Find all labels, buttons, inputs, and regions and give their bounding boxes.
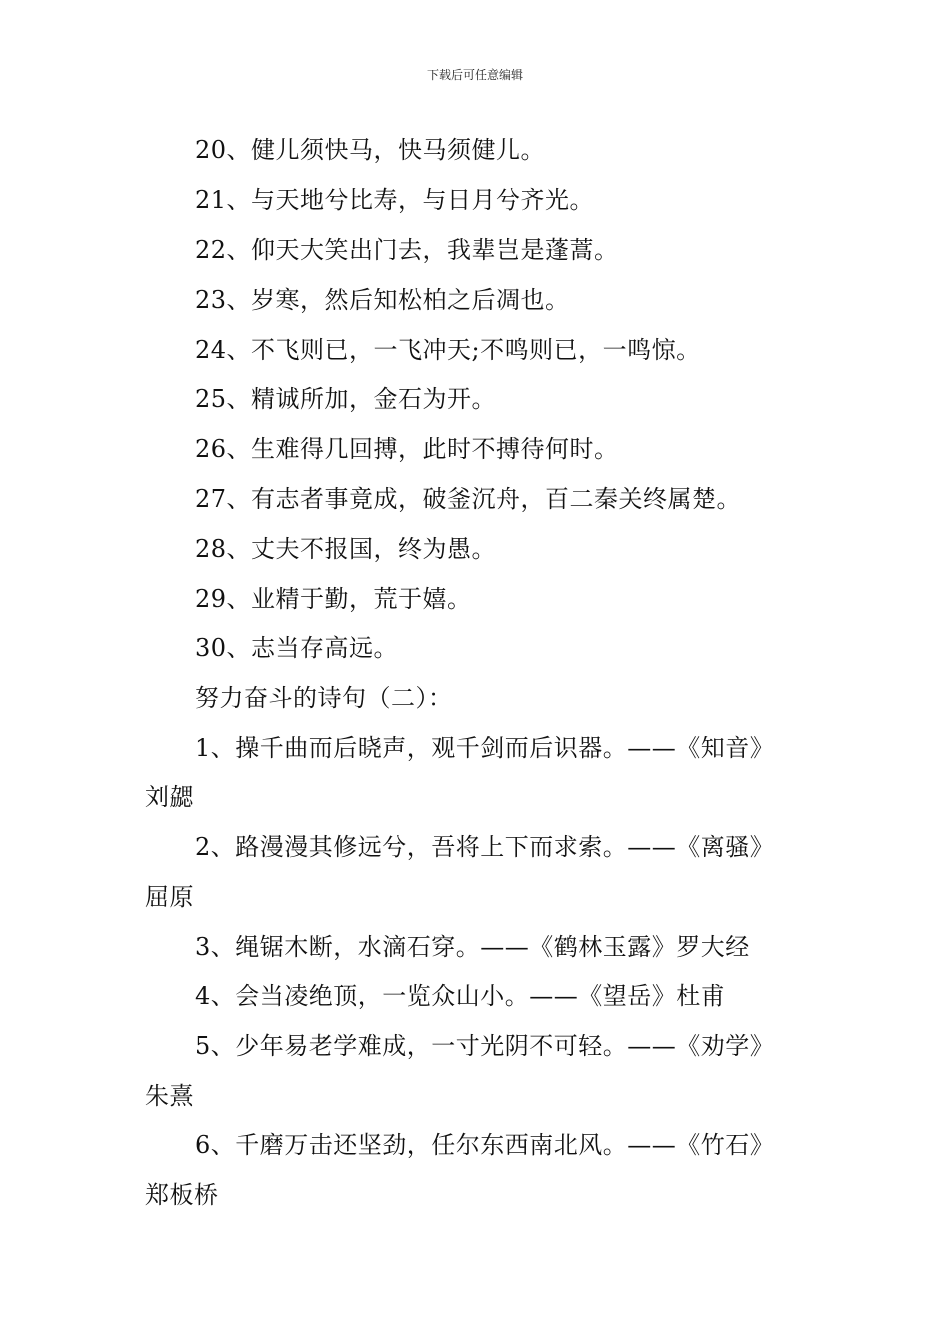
numbered-line-25: 25、精诚所加，金石为开。 <box>195 385 497 413</box>
numbered-line-21: 21、与天地兮比寿，与日月兮齐光。 <box>195 186 595 214</box>
poem-5-line1: 5、少年易老学难成，一寸光阴不可轻。——《劝学》 <box>195 1032 775 1060</box>
poem-6-author: 郑板桥 <box>145 1181 219 1209</box>
poem-6-line1: 6、千磨万击还坚劲，任尔东西南北风。——《竹石》 <box>195 1131 775 1159</box>
numbered-line-26: 26、生难得几回搏，此时不搏待何时。 <box>195 435 619 463</box>
page-header: 下载后可任意编辑 <box>426 68 523 82</box>
numbered-line-28: 28、丈夫不报国，终为愚。 <box>195 535 497 563</box>
section-title: 努力奋斗的诗句（二）： <box>195 684 453 712</box>
numbered-line-30: 30、志当存高远。 <box>195 634 399 662</box>
poem-4-line1: 4、会当凌绝顶，一览众山小。——《望岳》杜甫 <box>195 982 726 1010</box>
poem-3-line1: 3、绳锯木断，水滴石穿。——《鹤林玉露》罗大经 <box>195 933 750 961</box>
poem-2-line1: 2、路漫漫其修远兮，吾将上下而求索。——《离骚》 <box>195 833 775 861</box>
poem-2-author: 屈原 <box>145 883 194 911</box>
numbered-line-29: 29、业精于勤，荒于嬉。 <box>195 585 472 613</box>
numbered-line-24: 24、不飞则已，一飞冲天;不鸣则已，一鸣惊。 <box>195 336 701 364</box>
numbered-line-22: 22、仰天大笑出门去，我辈岂是蓬蒿。 <box>195 236 619 264</box>
poem-1-author: 刘勰 <box>145 783 194 811</box>
poem-1-line1: 1、操千曲而后晓声，观千剑而后识器。——《知音》 <box>195 734 775 762</box>
poem-5-author: 朱熹 <box>145 1082 194 1110</box>
numbered-line-23: 23、岁寒，然后知松柏之后凋也。 <box>195 286 570 314</box>
numbered-line-27: 27、有志者事竟成，破釜沉舟，百二秦关终属楚。 <box>195 485 742 513</box>
numbered-line-20: 20、健儿须快马，快马须健儿。 <box>195 136 546 164</box>
